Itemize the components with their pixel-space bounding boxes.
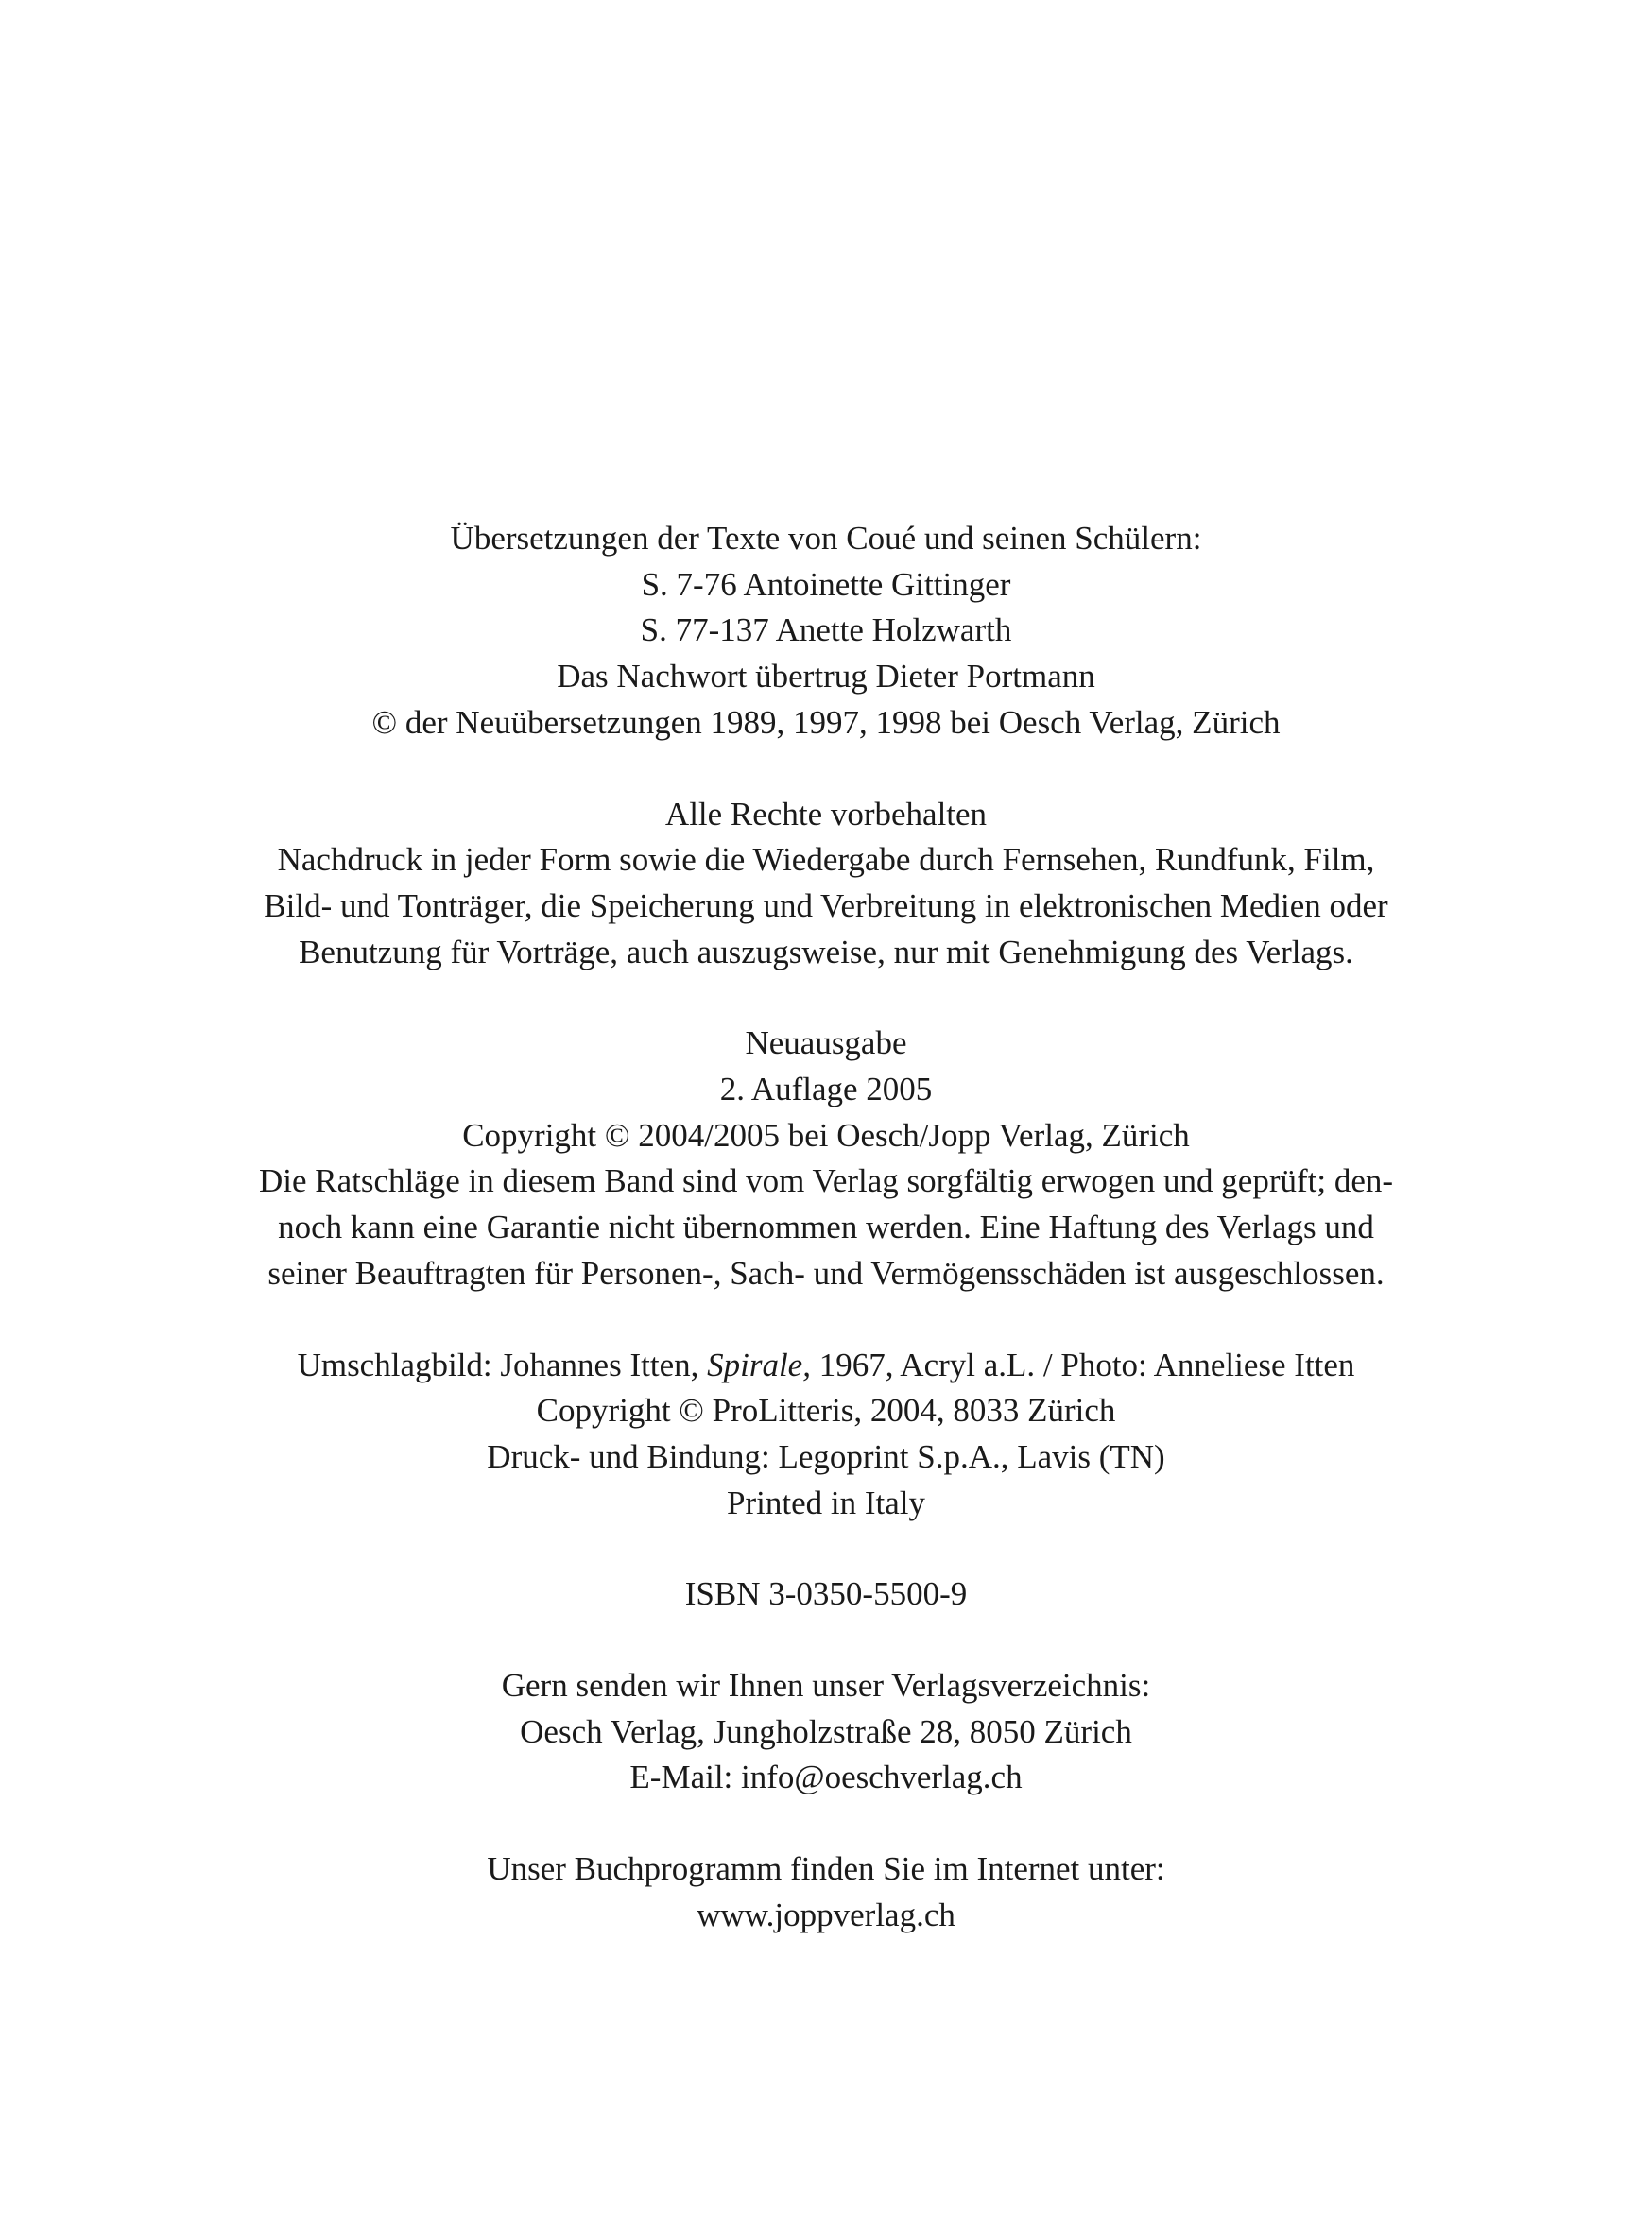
catalog-heading: Gern senden wir Ihnen unser Verlagsverzeichnis: [501, 1667, 1151, 1705]
edition-block [0, 1021, 1652, 1296]
edition-copyright-line: Copyright © 2004/2005 bei Oesch/Jopp Verlag, Zürich [462, 1116, 1190, 1154]
imprint-page [0, 516, 1652, 1939]
rights-block [0, 792, 1652, 976]
publisher-website: www.joppverlag.ch [697, 1896, 955, 1933]
printed-in-line: Printed in Italy [727, 1484, 925, 1521]
translations-block [0, 516, 1652, 747]
isbn-block [0, 1571, 1652, 1618]
cover-image-credit [0, 1343, 1652, 1389]
web-block [0, 1846, 1652, 1938]
web-heading: Unser Buchprogramm finden Sie im Internet unter: [487, 1850, 1165, 1888]
publisher-email: E-Mail: info@oeschverlag.ch [629, 1759, 1023, 1796]
translations-heading: Übersetzungen der Texte von Coué und seinen Schülern: [450, 520, 1202, 557]
edition-label: Neuausgabe [745, 1024, 907, 1062]
cover-credit-suffix: 1967, Acryl a.L. / Photo: Anneliese Itten [810, 1346, 1355, 1383]
edition-number: 2. Auflage 2005 [719, 1071, 933, 1108]
publisher-address: Oesch Verlag, Jungholzstraße 28, 8050 Zürich [520, 1712, 1132, 1750]
cover-copyright-line: Copyright © ProLitteris, 2004, 8033 Zürich [536, 1392, 1116, 1430]
disclaimer-line: Die Ratschläge in diesem Band sind vom Verlag sorgfältig erwogen und geprüft; den- [258, 1162, 1394, 1200]
cover-credit-prefix: Umschlagbild: Johannes Itten, [297, 1346, 708, 1383]
cover-artwork-title: Spirale, [707, 1346, 811, 1383]
rights-text-line: Nachdruck in jeder Form sowie die Wiedergabe durch Fernsehen, Rundfunk, Film, [277, 841, 1375, 879]
translator-line: S. 77-137 Anette Holzwarth [640, 611, 1012, 649]
printer-line: Druck- und Bindung: Legoprint S.p.A., Lavis (TN) [487, 1437, 1165, 1475]
rights-text-line: Bild- und Tonträger, die Speicherung und Verbreitung in elektronischen Medien oder [264, 886, 1388, 924]
cover-credits-block [0, 1343, 1652, 1527]
disclaimer-line: seiner Beauftragten für Personen-, Sach- und Vermögensschäden ist ausgeschlossen. [267, 1254, 1385, 1292]
afterword-translator-line: Das Nachwort übertrug Dieter Portmann [557, 658, 1095, 695]
rights-heading: Alle Rechte vorbehalten [664, 795, 988, 833]
translation-copyright-line: © der Neuübersetzungen 1989, 1997, 1998 bei Oesch Verlag, Zürich [371, 703, 1281, 741]
catalog-block [0, 1663, 1652, 1801]
isbn-number: ISBN 3-0350-5500-9 [684, 1575, 968, 1613]
translator-line: S. 7-76 Antoinette Gittinger [641, 565, 1011, 603]
disclaimer-line: noch kann eine Garantie nicht übernommen werden. Eine Haftung des Verlags und [278, 1209, 1374, 1246]
rights-text-line: Benutzung für Vorträge, auch auszugsweise, nur mit Genehmigung des Verlags. [299, 933, 1353, 970]
